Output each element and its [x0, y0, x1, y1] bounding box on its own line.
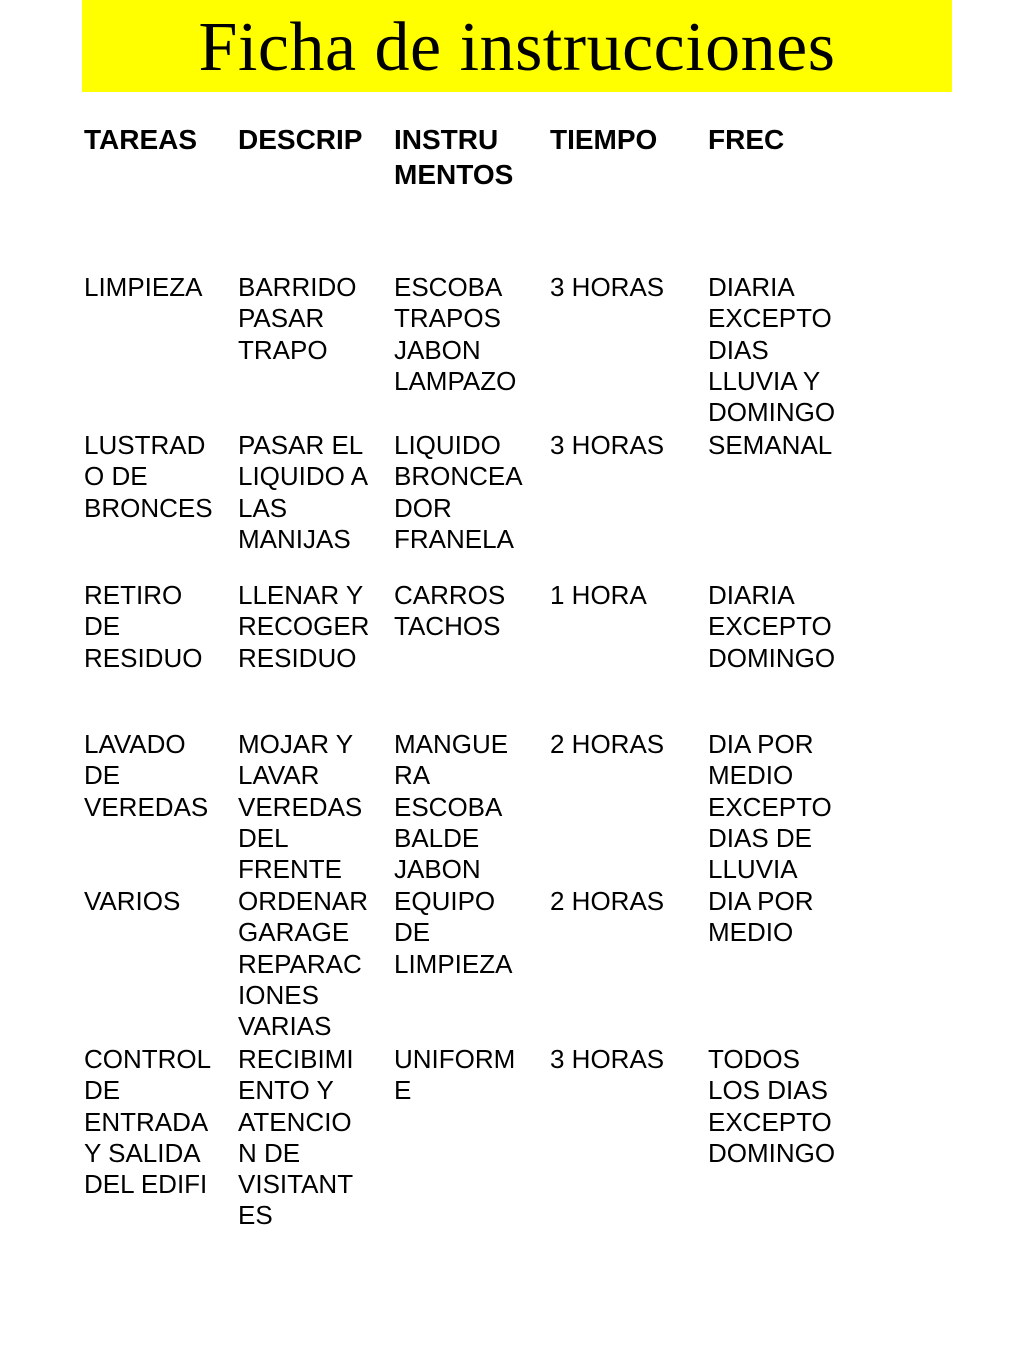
header-tareas: TAREAS [84, 124, 198, 155]
cell-frec: SEMANAL [708, 430, 833, 460]
cell-tiempo: 3 HORAS [550, 1044, 665, 1074]
header-frec: FREC [708, 124, 785, 155]
cell-descrip: ORDENAR GARAGE REPARAC IONES VARIAS [238, 886, 369, 1042]
cell-tiempo: 3 HORAS [550, 272, 665, 302]
cell-tarea: LUSTRAD O DE BRONCES [84, 430, 213, 523]
page-title: Ficha de instrucciones [198, 9, 836, 86]
cell-instrumentos: ESCOBA TRAPOS JABON LAMPAZO [394, 272, 517, 396]
cell-tarea: VARIOS [84, 886, 181, 916]
cell-tarea: LAVADO DE VEREDAS [84, 729, 209, 822]
cell-tarea: CONTROL DE ENTRADA Y SALIDA DEL EDIFI [84, 1044, 212, 1200]
cell-frec: DIA POR MEDIO [708, 886, 814, 948]
cell-frec: DIARIA EXCEPTO DIAS LLUVIA Y DOMINGO [708, 272, 836, 428]
cell-instrumentos: EQUIPO DE LIMPIEZA [394, 886, 513, 979]
cell-descrip: PASAR EL LIQUIDO A LAS MANIJAS [238, 430, 369, 554]
cell-frec: DIA POR MEDIO EXCEPTO DIAS DE LLUVIA [708, 729, 832, 885]
cell-tiempo: 1 HORA [550, 580, 647, 610]
cell-frec: DIARIA EXCEPTO DOMINGO [708, 580, 836, 673]
header-tiempo: TIEMPO [550, 124, 658, 155]
cell-tiempo: 2 HORAS [550, 886, 665, 916]
cell-tarea: LIMPIEZA [84, 272, 203, 302]
cell-tiempo: 2 HORAS [550, 729, 665, 759]
cell-descrip: MOJAR Y LAVAR VEREDAS DEL FRENTE [238, 729, 363, 885]
cell-instrumentos: UNIFORM E [394, 1044, 516, 1106]
cell-instrumentos: MANGUE RA ESCOBA BALDE JABON [394, 729, 509, 885]
cell-tiempo: 3 HORAS [550, 430, 665, 460]
header-descrip: DESCRIP [238, 124, 363, 155]
cell-instrumentos: CARROS TACHOS [394, 580, 506, 642]
header-instrumentos: INSTRU MENTOS [394, 124, 514, 190]
cell-descrip: RECIBIMI ENTO Y ATENCIO N DE VISITANT ES [238, 1044, 354, 1231]
cell-instrumentos: LIQUIDO BRONCEA DOR FRANELA [394, 430, 523, 554]
cell-tarea: RETIRO DE RESIDUO [84, 580, 203, 673]
cell-descrip: LLENAR Y RECOGER RESIDUO [238, 580, 370, 673]
cell-frec: TODOS LOS DIAS EXCEPTO DOMINGO [708, 1044, 836, 1168]
title-banner [82, 0, 952, 92]
cell-descrip: BARRIDO PASAR TRAPO [238, 272, 357, 365]
